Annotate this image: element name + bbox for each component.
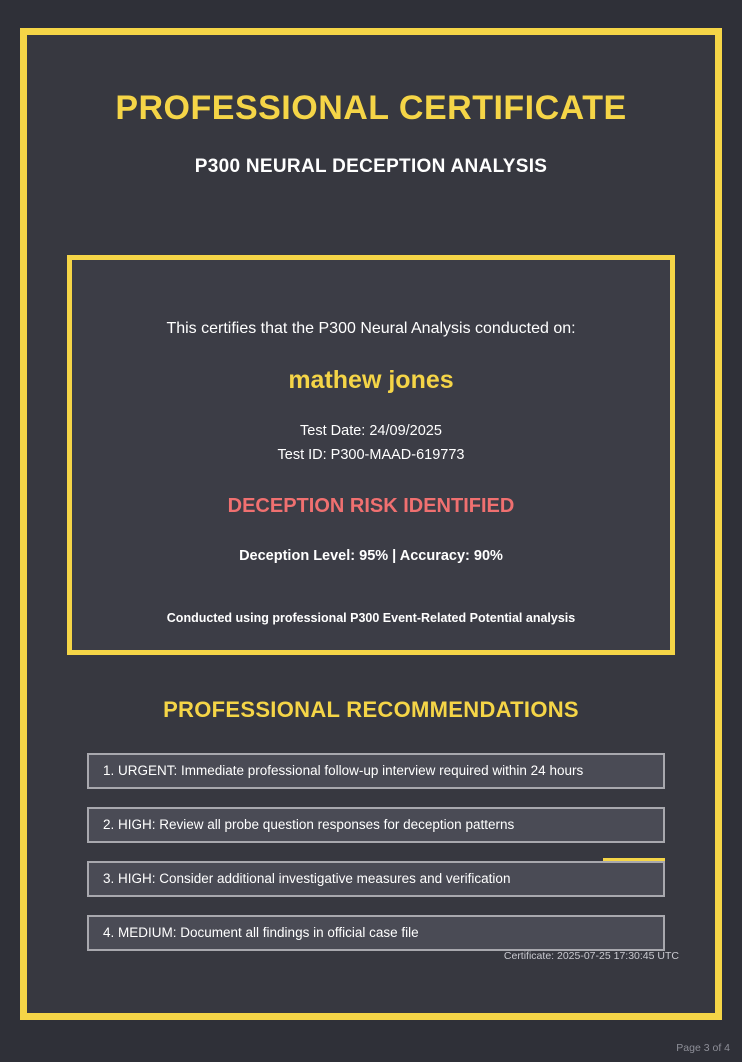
status-badge: DECEPTION RISK IDENTIFIED [227,495,515,517]
list-item: 1. URGENT: Immediate professional follow-up interview required within 24 hours [87,753,665,789]
subject-name: mathew jones [288,366,454,394]
page-number: Page 3 of 4 [676,1042,730,1054]
list-item: 4. MEDIUM: Document all findings in official case file [87,915,665,951]
test-id: Test ID: P300-MAAD-619773 [277,447,465,463]
certificate-timestamp: Certificate: 2025-07-25 17:30:45 UTC [503,950,679,962]
recommendations-heading: PROFESSIONAL RECOMMENDATIONS [163,697,579,722]
list-item: 2. HIGH: Review all probe question responses for deception patterns [87,807,665,843]
certificate-detail-box [67,255,675,655]
page-subtitle: P300 NEURAL DECEPTION ANALYSIS [194,156,548,177]
method-note: Conducted using professional P300 Event-Related Potential analysis [166,611,576,625]
certificate-content [27,35,715,1013]
recommendations-list [87,753,665,969]
certificate-frame [20,28,722,1020]
test-date: Test Date: 24/09/2025 [300,423,442,439]
list-item: 3. HIGH: Consider additional investigative measures and verification [87,861,665,897]
page-title: PROFESSIONAL CERTIFICATE [115,89,627,127]
deception-levels: Deception Level: 95% | Accuracy: 90% [239,548,503,564]
certifies-text: This certifies that the P300 Neural Analysis conducted on: [166,320,576,337]
